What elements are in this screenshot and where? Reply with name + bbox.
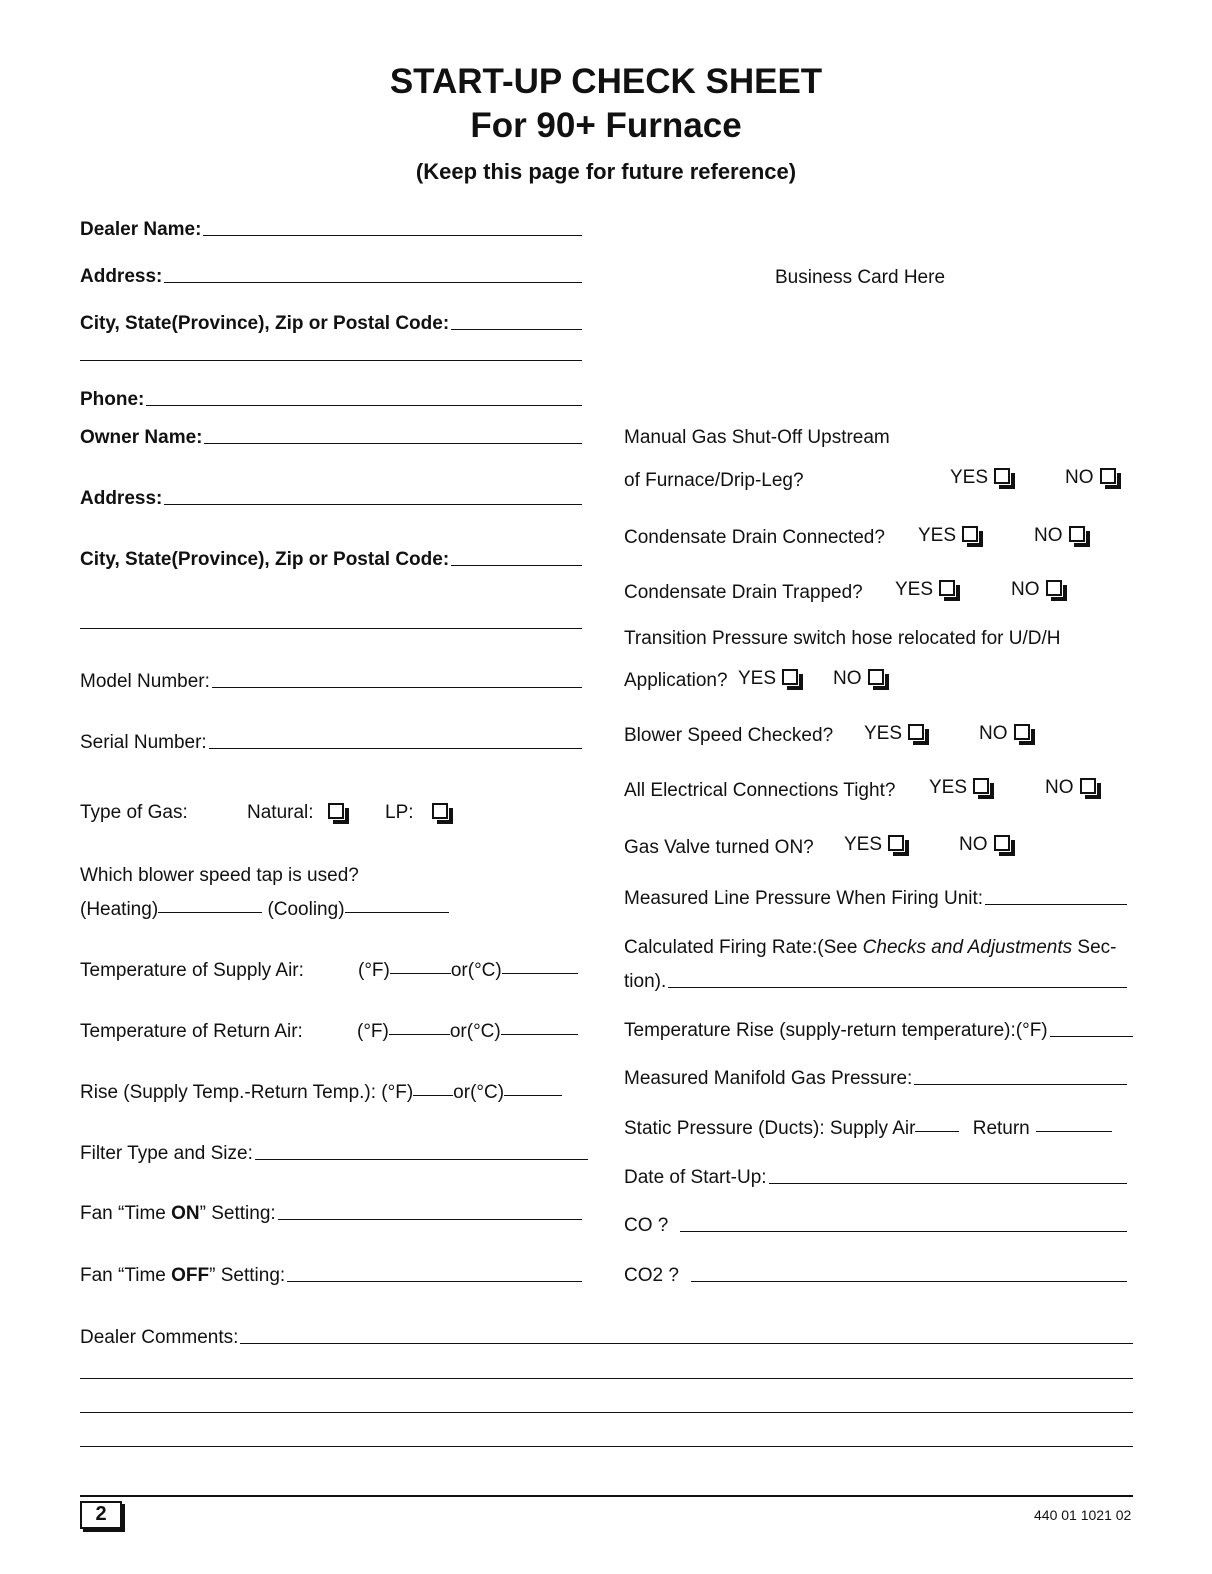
rise-label: Rise (Supply Temp.-Return Temp.): (°F) [80,1082,414,1103]
drain-trapped-yes-checkbox[interactable] [939,580,955,596]
line-pressure-label: Measured Line Pressure When Firing Unit: [624,888,984,909]
transition-question-line2: Application? [624,670,728,691]
gas-type-label: Type of Gas: [80,802,188,823]
drain-trapped-no-checkbox[interactable] [1046,580,1062,596]
drain-connected-no-option[interactable]: NO [1034,526,1085,545]
shutoff-question-line2: of Furnace/Drip-Leg? [624,470,804,491]
page-subtitle-furnace: For 90+ Furnace [470,106,742,145]
electrical-yes-option[interactable]: YES [929,778,989,797]
firing-rate-field[interactable] [624,972,1127,991]
transition-no-option[interactable]: NO [833,669,884,688]
fan-on-label: Fan “Time ON” Setting: [80,1203,276,1224]
gas-valve-no-checkbox[interactable] [994,835,1010,851]
shutoff-yes-checkbox[interactable] [994,468,1010,484]
owner-address-label: Address: [80,488,163,509]
owner-name-label: Owner Name: [80,427,203,448]
drain-connected-no-checkbox[interactable] [1069,526,1085,542]
comments-line-3[interactable] [80,1412,1133,1413]
comments-line-4[interactable] [80,1446,1133,1447]
static-pressure-label: Static Pressure (Ducts): Supply Air [624,1118,916,1139]
rise-f-input[interactable] [413,1095,453,1096]
model-number-field[interactable] [80,672,582,691]
dealer-city-line2[interactable] [80,360,582,361]
return-air-row [357,1022,578,1041]
model-number-label: Model Number: [80,671,210,692]
shutoff-no-option[interactable]: NO [1065,468,1116,487]
co-label: CO ? [624,1215,669,1236]
return-air-label: Temperature of Return Air: [80,1021,303,1042]
gas-valve-no-option[interactable]: NO [959,835,1010,854]
temp-rise-field[interactable] [624,1021,1133,1040]
page-note: (Keep this page for future reference) [415,159,797,184]
drain-connected-yes-option[interactable]: YES [918,526,978,545]
lp-checkbox[interactable] [432,803,448,819]
dealer-comments-label: Dealer Comments: [80,1327,239,1348]
owner-city-line2[interactable] [80,628,582,629]
serial-number-field[interactable] [80,733,582,752]
filter-label: Filter Type and Size: [80,1143,253,1164]
drain-trapped-no-option[interactable]: NO [1011,580,1062,599]
shutoff-no-checkbox[interactable] [1100,468,1116,484]
co2-label: CO2 ? [624,1265,679,1286]
supply-air-label: Temperature of Supply Air: [80,960,304,981]
natural-checkbox[interactable] [328,803,344,819]
business-card-area: Business Card Here [775,267,946,288]
blower-question: Which blower speed tap is used? [80,865,359,886]
return-pressure-label: Return [972,1118,1030,1139]
dealer-city-field[interactable] [80,314,582,333]
supply-air-pressure-input[interactable] [915,1131,959,1132]
natural-label: Natural: [247,802,314,823]
return-pressure-input[interactable] [1036,1131,1112,1132]
dealer-phone-field[interactable] [80,390,582,409]
firing-rate-label: Calculated Firing Rate:(See Checks and Adjustments Sec- [624,937,1117,958]
return-c-input[interactable] [501,1034,578,1035]
rise-row [80,1083,562,1102]
drain-connected-yes-checkbox[interactable] [962,526,978,542]
transition-no-checkbox[interactable] [868,669,884,685]
supply-c-input[interactable] [502,973,578,974]
electrical-question: All Electrical Connections Tight? [624,780,896,801]
static-pressure-row [624,1119,1112,1138]
doc-number: 440 01 1021 02 [1034,1507,1132,1523]
blower-checked-no-checkbox[interactable] [1014,724,1030,740]
co2-field[interactable] [624,1266,1127,1285]
temp-rise-label: Temperature Rise (supply-return temperature):(°F) [624,1020,1048,1041]
blower-checked-question: Blower Speed Checked? [624,725,834,746]
cooling-label: (Cooling) [267,899,345,920]
co-field[interactable] [624,1216,1127,1235]
blower-tap-row [80,900,449,919]
gas-valve-yes-option[interactable]: YES [844,835,904,854]
gas-valve-question: Gas Valve turned ON? [624,837,814,858]
shutoff-yes-option[interactable]: YES [950,468,1010,487]
return-deg-f: (°F) [357,1021,389,1042]
dealer-address-label: Address: [80,266,163,287]
page-title: START-UP CHECK SHEET [389,62,823,101]
gas-valve-yes-checkbox[interactable] [888,835,904,851]
electrical-no-option[interactable]: NO [1045,778,1096,797]
startup-date-label: Date of Start-Up: [624,1167,767,1188]
page-number: 2 [80,1501,122,1529]
manifold-pressure-label: Measured Manifold Gas Pressure: [624,1068,913,1089]
fan-off-field[interactable] [80,1266,582,1285]
blower-checked-yes-checkbox[interactable] [908,724,924,740]
transition-yes-checkbox[interactable] [782,669,798,685]
owner-city-label: City, State(Province), Zip or Postal Code: [80,549,450,570]
lp-gas-option[interactable] [385,803,448,822]
fan-on-field[interactable] [80,1204,582,1223]
drain-connected-question: Condensate Drain Connected? [624,527,885,548]
filter-field[interactable] [80,1144,588,1163]
serial-number-label: Serial Number: [80,732,207,753]
supply-deg-c: or(°C) [450,960,502,981]
rise-c-input[interactable] [504,1095,562,1096]
electrical-yes-checkbox[interactable] [973,778,989,794]
startup-date-field[interactable] [624,1168,1127,1187]
return-f-input[interactable] [389,1034,450,1035]
blower-checked-no-option[interactable]: NO [979,724,1030,743]
firing-rate-line2: tion). [624,971,667,992]
shutoff-question-line1: Manual Gas Shut-Off Upstream [624,427,890,448]
dealer-comments-field[interactable] [80,1328,1133,1347]
owner-city-field[interactable] [80,550,582,569]
comments-line-2[interactable] [80,1378,1133,1379]
dealer-phone-label: Phone: [80,389,145,410]
heating-input[interactable] [158,912,262,913]
owner-name-field[interactable] [80,428,582,447]
dealer-address-field[interactable] [80,267,582,286]
drain-trapped-yes-option[interactable]: YES [895,580,955,599]
line-pressure-field[interactable] [624,889,1127,908]
cooling-input[interactable] [345,912,449,913]
fan-off-label: Fan “Time OFF” Setting: [80,1265,286,1286]
blower-checked-yes-option[interactable]: YES [864,724,924,743]
supply-deg-f: (°F) [358,960,390,981]
return-deg-c: or(°C) [449,1021,501,1042]
owner-address-field[interactable] [80,489,582,508]
transition-yes-option[interactable]: YES [738,669,798,688]
dealer-name-field[interactable] [80,220,582,239]
manifold-pressure-field[interactable] [624,1069,1127,1088]
footer-rule [80,1495,1133,1497]
rise-deg-c: or(°C) [453,1082,505,1103]
dealer-city-label: City, State(Province), Zip or Postal Code: [80,313,450,334]
supply-air-row [358,961,578,980]
heating-label: (Heating) [80,899,159,920]
electrical-no-checkbox[interactable] [1080,778,1096,794]
transition-question-line1: Transition Pressure switch hose relocated for U/D/H [624,628,1061,649]
lp-label: LP: [385,802,414,823]
drain-trapped-question: Condensate Drain Trapped? [624,582,863,603]
dealer-name-label: Dealer Name: [80,219,202,240]
natural-gas-option[interactable] [247,803,344,822]
supply-f-input[interactable] [390,973,451,974]
